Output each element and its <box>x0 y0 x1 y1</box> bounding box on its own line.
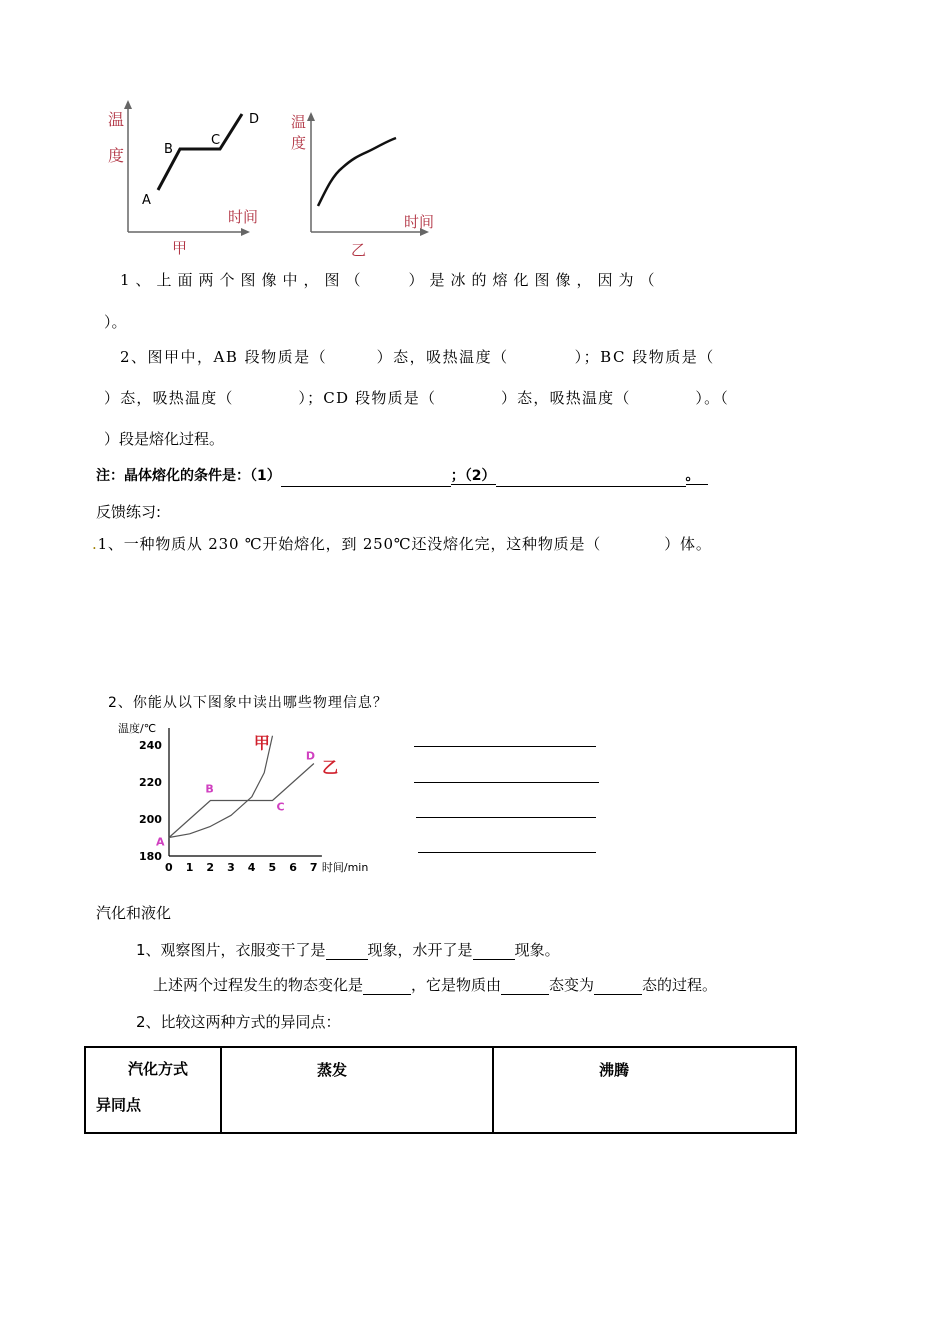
chart-y-tick: 180 <box>139 850 162 863</box>
v1-c: 现象。 <box>514 941 560 959</box>
chart-point-label: D <box>305 749 316 763</box>
chart-point-label: C <box>276 800 285 814</box>
chart-y-label: 温度/℃ <box>118 722 157 735</box>
v2-a: 上述两个过程发生的物态变化是 <box>153 976 364 994</box>
jia-point-c: C <box>211 133 221 148</box>
jia-point-b: B <box>164 142 173 157</box>
v1-a: 1、观察图片，衣服变干了是 <box>136 941 326 959</box>
answer-line-2[interactable] <box>414 782 599 783</box>
v1-blank-1[interactable] <box>326 943 368 960</box>
table-header-bottom: 异同点 <box>96 1096 142 1114</box>
chart-x-tick: 0 <box>165 861 173 874</box>
note-blank-2[interactable] <box>496 470 686 487</box>
chart-x-label: 时间/min <box>321 861 369 874</box>
chart-point-label: A <box>156 835 165 849</box>
jia-y-label-2: 度 <box>108 146 125 165</box>
fb1-text: 1、一种物质从 230 ℃开始熔化，到 250℃还没熔化完，这种物质是（ ）体。 <box>97 535 712 553</box>
v1-line <box>136 940 560 960</box>
v2-b: ，它是物质由 <box>411 976 502 994</box>
table-header-cell <box>85 1047 221 1133</box>
table-col-evaporation[interactable] <box>221 1047 493 1133</box>
jia-point-d: D <box>249 112 260 127</box>
yi-x-label: 时间 <box>404 213 435 231</box>
q2-line3: ）段是熔化过程。 <box>104 430 225 448</box>
chart-y-tick: 220 <box>139 776 162 789</box>
chart-x-tick: 4 <box>247 861 256 874</box>
yi-y-label-1: 温 <box>291 113 307 131</box>
v1-blank-2[interactable] <box>473 943 515 960</box>
table-header-top: 汽化方式 <box>128 1060 189 1078</box>
feedback-title: 反馈练习: <box>96 503 162 521</box>
answer-line-4[interactable] <box>418 852 596 853</box>
yi-curve <box>318 138 396 206</box>
v1-b: 现象，水开了是 <box>367 941 473 959</box>
v2-d: 态的过程。 <box>642 976 718 994</box>
chart-x-tick: 6 <box>289 861 297 874</box>
note-end: 。 <box>686 468 708 485</box>
yi-y-label-2: 度 <box>291 134 307 152</box>
chart-x-tick: 7 <box>309 861 318 874</box>
graph-jia <box>100 100 270 260</box>
comparison-table <box>84 1046 797 1134</box>
fb1-marker: . <box>92 535 98 553</box>
chart-y-tick: 200 <box>139 813 162 826</box>
chart-series-name-jia: 甲 <box>253 733 270 753</box>
chart-x-tick: 5 <box>268 861 277 874</box>
chart-point-label: B <box>205 782 214 796</box>
jia-point-a: A <box>142 193 151 208</box>
yi-caption: 乙 <box>351 241 367 259</box>
q2-line1: 2、图甲中，AB 段物质是（ ）态，吸热温度（ ）；BC 段物质是（ <box>120 348 715 366</box>
fb1-line <box>92 534 712 554</box>
q2-line2: ）态，吸热温度（ ）；CD 段物质是（ ）态，吸热温度（ ）。（ <box>104 389 729 407</box>
section-title: 汽化和液化 <box>96 904 172 922</box>
table-col2-label: 沸腾 <box>599 1061 630 1079</box>
note-sep: ；（2） <box>450 468 496 484</box>
jia-y-label-1: 温 <box>108 110 125 129</box>
v2-c: 态变为 <box>549 976 595 994</box>
q1-line2: ）。 <box>104 313 127 331</box>
v2-line <box>153 975 717 995</box>
table-col1-label: 蒸发 <box>317 1061 348 1079</box>
answer-line-1[interactable] <box>414 746 596 747</box>
answer-line-3[interactable] <box>416 817 596 818</box>
v2-blank-1[interactable] <box>363 978 411 995</box>
v3-line: 2、比较这两种方式的异同点： <box>136 1013 341 1031</box>
fb2-title: 2、你能从以下图象中读出哪些物理信息？ <box>108 695 388 711</box>
note-blank-1[interactable] <box>281 470 451 487</box>
table-col-boiling[interactable] <box>493 1047 796 1133</box>
v2-blank-2[interactable] <box>501 978 549 995</box>
chart-y-tick: 240 <box>139 739 162 752</box>
chart-series-name-yi: 乙 <box>322 757 339 777</box>
q1-line1: 1、上面两个图像中，图（ ）是冰的熔化图像，因为（ <box>120 271 661 289</box>
chart-x-tick: 3 <box>227 861 235 874</box>
chart-x-tick: 1 <box>185 861 194 874</box>
jia-caption: 甲 <box>172 239 188 257</box>
v2-blank-3[interactable] <box>594 978 642 995</box>
note-line <box>96 466 708 487</box>
chart-series-yi <box>169 764 314 838</box>
jia-x-label: 时间 <box>228 208 259 226</box>
chart-x-tick: 2 <box>206 861 215 874</box>
note-prefix: 注：晶体熔化的条件是：（1） <box>96 468 281 484</box>
melting-chart <box>110 716 410 886</box>
